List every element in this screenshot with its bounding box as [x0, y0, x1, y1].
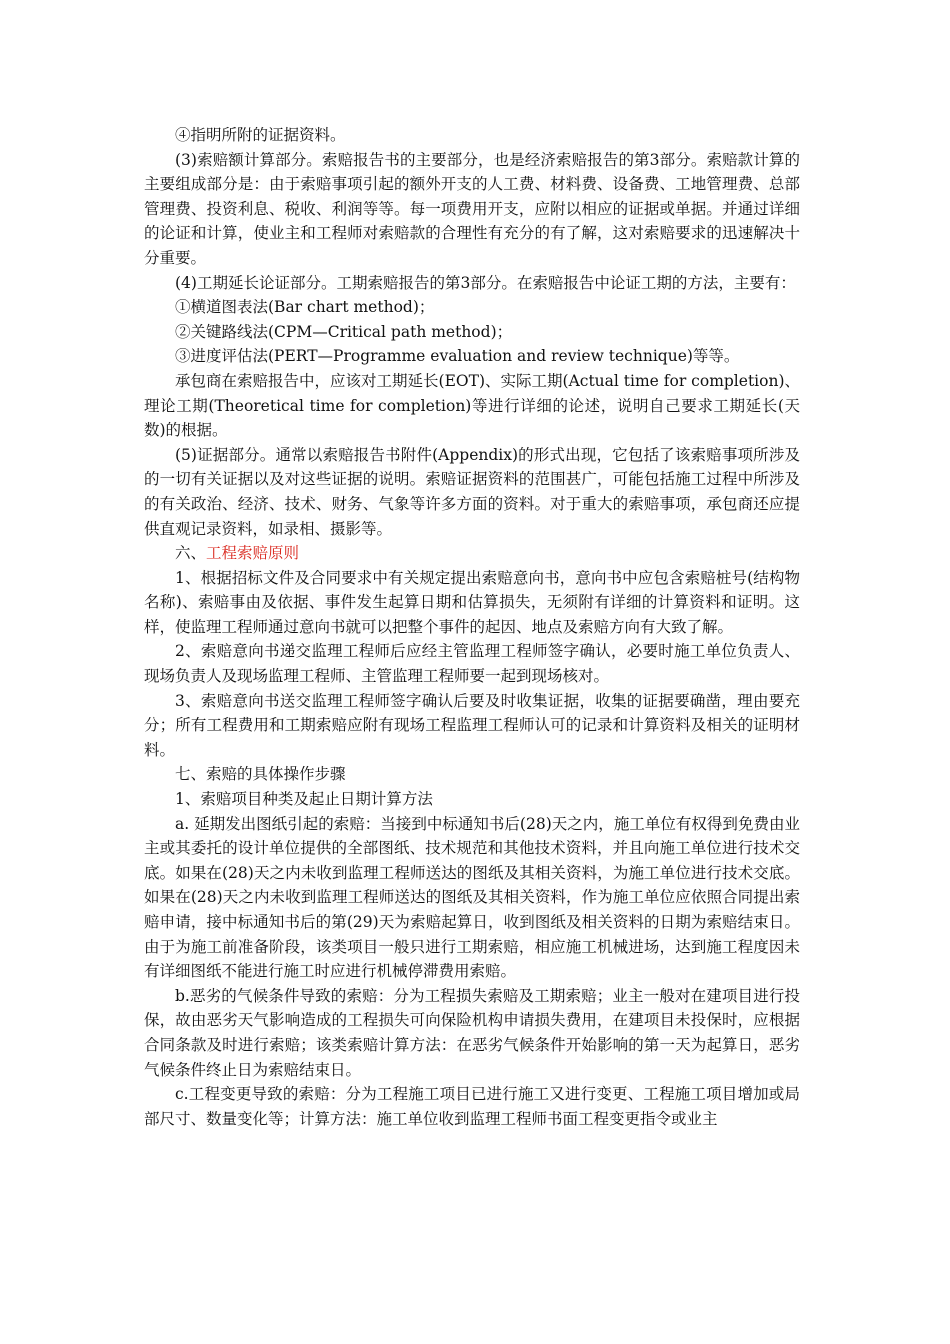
paragraph-pert-method: ③进度评估法(PERT—Programme evaluation and review technique)等等。	[175, 347, 740, 366]
section-number: 六、	[175, 544, 207, 563]
paragraph-claim-types: 1、索赔项目种类及起止日期计算方法	[175, 790, 433, 809]
paragraph-principle-1: 1、根据招标文件及合同要求中有关规定提出索赔意向书，意向书中应包含索赔桩号(结构物名称)、索赔事由及依据、事件发生起算日期和估算损失，无须附有详细的计算资料和证明。这样，使监理工程师通过意向书就可以把整个事件的起因、地点及索赔方向有大致了解。	[144, 568, 800, 636]
paragraph-change-claim: c.工程变更导致的索赔：分为工程施工项目已进行施工又进行变更、工程施工项目增加或局部尺寸、数量变化等；计算方法：施工单位收到监理工程师书面工程变更指令或业主	[144, 1085, 800, 1128]
paragraph-evidence-item: ④指明所附的证据资料。	[175, 126, 346, 144]
paragraph-contractor-eot: 承包商在索赔报告中，应该对工期延长(EOT)、实际工期(Actual time for completion)、理论工期(Theoretical time for completion)等进行详细的论述，说明自己要求工期延长(天数)的根据。	[144, 371, 800, 440]
paragraph-evidence-section: (5)证据部分。通常以索赔报告书附件(Appendix)的形式出现，它包括了该索赔事项所涉及的一切有关证据以及对这些证据的说明。索赔证据资料的范围甚广，可能包括施工过程中所涉及的有关政治、经济、技术、财务、气象等许多方面的资料。对于重大的索赔事项，承包商还应提供直观记录资料，如录相、摄影等。	[144, 445, 800, 538]
paragraph-extension-proof: (4)工期延长论证部分。工期索赔报告的第3部分。在索赔报告中论证工期的方法，主要有：	[175, 273, 796, 292]
paragraph-weather-claim: b.恶劣的气候条件导致的索赔：分为工程损失索赔及工期索赔；业主一般对在建项目进行投保，故由恶劣天气影响造成的工程损失可向保险机构申请损失费用，在建项目未投保时，应根据合同条款及时进行索赔；该类索赔计算方法：在恶劣气候条件开始影响的第一天为起算日，恶劣气候条件终止日为索赔结束日。	[144, 986, 800, 1079]
document-body	[144, 123, 800, 1131]
paragraph-cpm-method: ②关键路线法(CPM—Critical path method)；	[175, 322, 513, 341]
section-heading-operation-steps: 七、索赔的具体操作步骤	[175, 765, 346, 784]
section-heading-claim-principles	[144, 541, 800, 566]
paragraph-principle-2: 2、索赔意向书递交监理工程师后应经主管监理工程师签字确认，必要时施工单位负责人、现场负责人及现场监理工程师、主管监理工程师要一起到现场核对。	[144, 642, 800, 686]
paragraph-principle-3: 3、索赔意向书送交监理工程师签字确认后要及时收集证据，收集的证据要确凿，理由要充分；所有工程费用和工期索赔应附有现场工程监理工程师认可的记录和计算资料及相关的证明材料。	[144, 691, 800, 759]
paragraph-drawing-delay: a. 延期发出图纸引起的索赔：当接到中标通知书后(28)天之内，施工单位有权得到免费由业主或其委托的设计单位提供的全部图纸、技术规范和其他技术资料，并且向施工单位进行技术交底。如果在(28)天之内未收到监理工程师送达的图纸及其相关资料，为施工单位进行技术交底。如果在(28)天之内未收到监理工程师送达的图纸及其相关资料，作为施工单位应依照合同提出索赔申请，接中标通知书后的第(29)天为索赔起算日，收到图纸及相关资料的日期为索赔结束日。由于为施工前准备阶段，该类项目一般只进行工期索赔，相应施工机械进场，达到施工程度因未有详细图纸不能进行施工时应进行机械停滞费用索赔。	[144, 814, 800, 981]
section-title: 工程索赔原则	[206, 544, 300, 563]
paragraph-claim-amount: (3)索赔额计算部分。索赔报告书的主要部分，也是经济索赔报告的第3部分。索赔款计算的主要组成部分是：由于索赔事项引起的额外开支的人工费、材料费、设备费、工地管理费、总部管理费、投资利息、税收、利润等等。每一项费用开支，应附以相应的证据或单据。并通过详细的论证和计算，使业主和工程师对索赔款的合理性有充分的有了解，这对索赔要求的迅速解决十分重要。	[144, 150, 800, 267]
paragraph-bar-chart-method: ①横道图表法(Bar chart method)；	[175, 298, 435, 317]
